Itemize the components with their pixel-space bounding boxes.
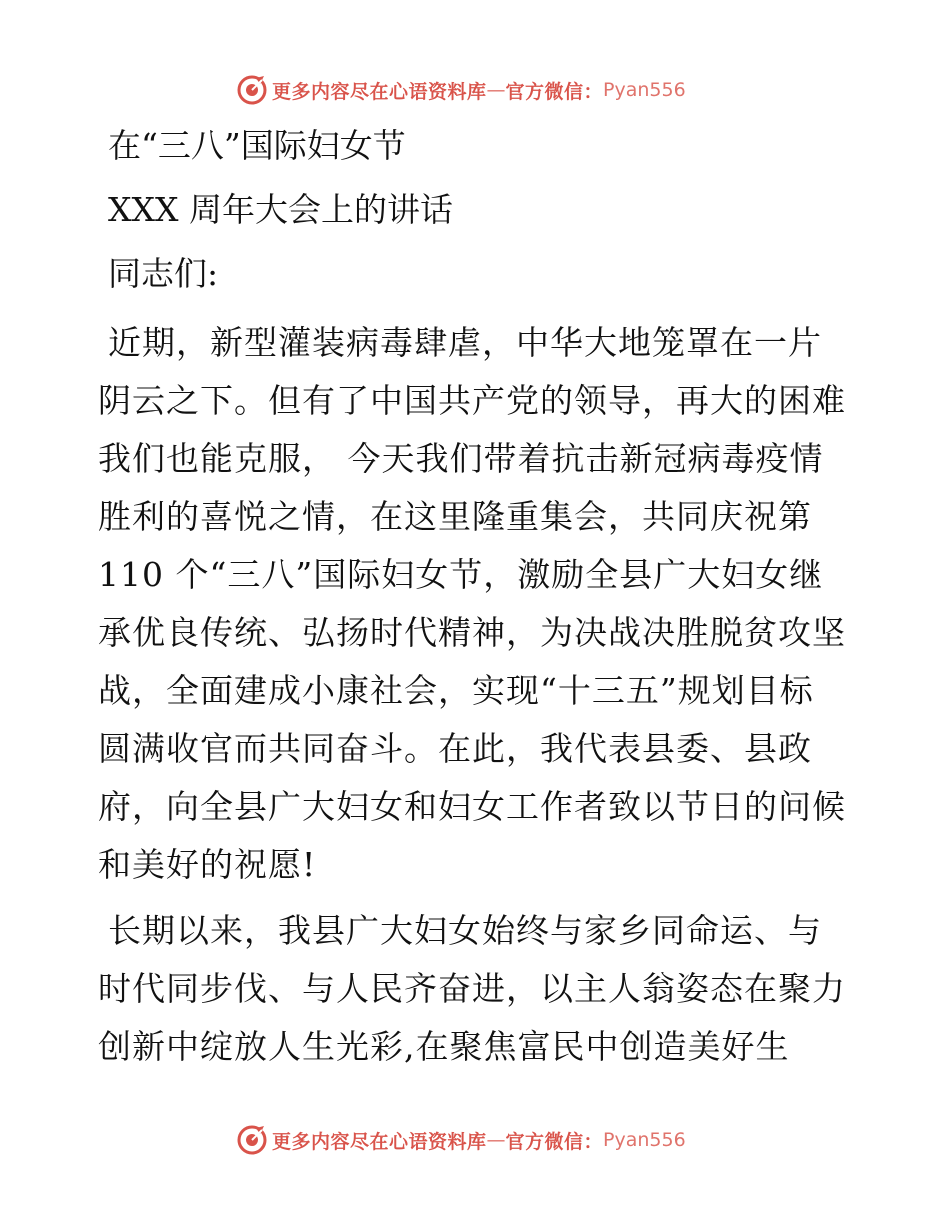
paragraph-1 — [98, 314, 850, 894]
watermark-dash: — — [486, 1129, 506, 1151]
watermark-text: 更多内容尽在心语资料库 — [272, 1130, 487, 1153]
watermark-label: 官方微信： — [505, 1130, 604, 1153]
paragraph-line: 胜利的喜悦之情，在这里隆重集会，共同庆祝第 — [98, 497, 812, 536]
paragraph-line: 我们也能克服， 今天我们带着抗击新冠病毒疫情 — [98, 439, 824, 478]
document-body — [98, 120, 850, 1084]
paragraph-line: 战，全面建成小康社会，实现“十三五”规划目标 — [98, 671, 814, 710]
paragraph-line: 和美好的祝愿! — [98, 845, 317, 884]
header-watermark — [236, 73, 686, 107]
paragraph-line: 近期，新型灌装病毒肆虐，中华大地笼罩在一片 — [108, 323, 822, 362]
document-title-line-2: XXX 周年大会上的讲话 — [108, 190, 453, 229]
watermark-dash: — — [486, 79, 506, 101]
salutation: 同志们: — [108, 254, 219, 293]
paragraph-line: 承优良传统、弘扬时代精神，为决战决胜脱贫攻坚 — [98, 613, 846, 652]
paragraph-line: 时代同步伐、与人民齐奋进，以主人翁姿态在聚力 — [98, 969, 846, 1008]
paragraph-line: 110 个“三八”国际妇女节，激励全县广大妇女继 — [98, 555, 824, 594]
document-title-line-1: 在“三八”国际妇女节 — [108, 126, 406, 165]
watermark-label: 官方微信： — [505, 80, 604, 103]
paragraph-line: 府，向全县广大妇女和妇女工作者致以节日的问候 — [98, 787, 846, 826]
footer-watermark — [236, 1123, 686, 1157]
watermark-logo-icon — [236, 1124, 268, 1156]
watermark-logo-icon — [236, 74, 268, 106]
paragraph-line: 阴云之下。但有了中国共产党的领导，再大的困难 — [98, 381, 846, 420]
paragraph-line: 圆满收官而共同奋斗。在此，我代表县委、县政 — [98, 729, 812, 768]
paragraph-2 — [98, 902, 850, 1076]
paragraph-line: 创新中绽放人生光彩,在聚焦富民中创造美好生 — [98, 1027, 790, 1066]
paragraph-line: 长期以来，我县广大妇女始终与家乡同命运、与 — [108, 911, 822, 950]
watermark-text: 更多内容尽在心语资料库 — [272, 80, 487, 103]
watermark-id: Pyan556 — [603, 1129, 686, 1151]
watermark-id: Pyan556 — [603, 79, 686, 101]
